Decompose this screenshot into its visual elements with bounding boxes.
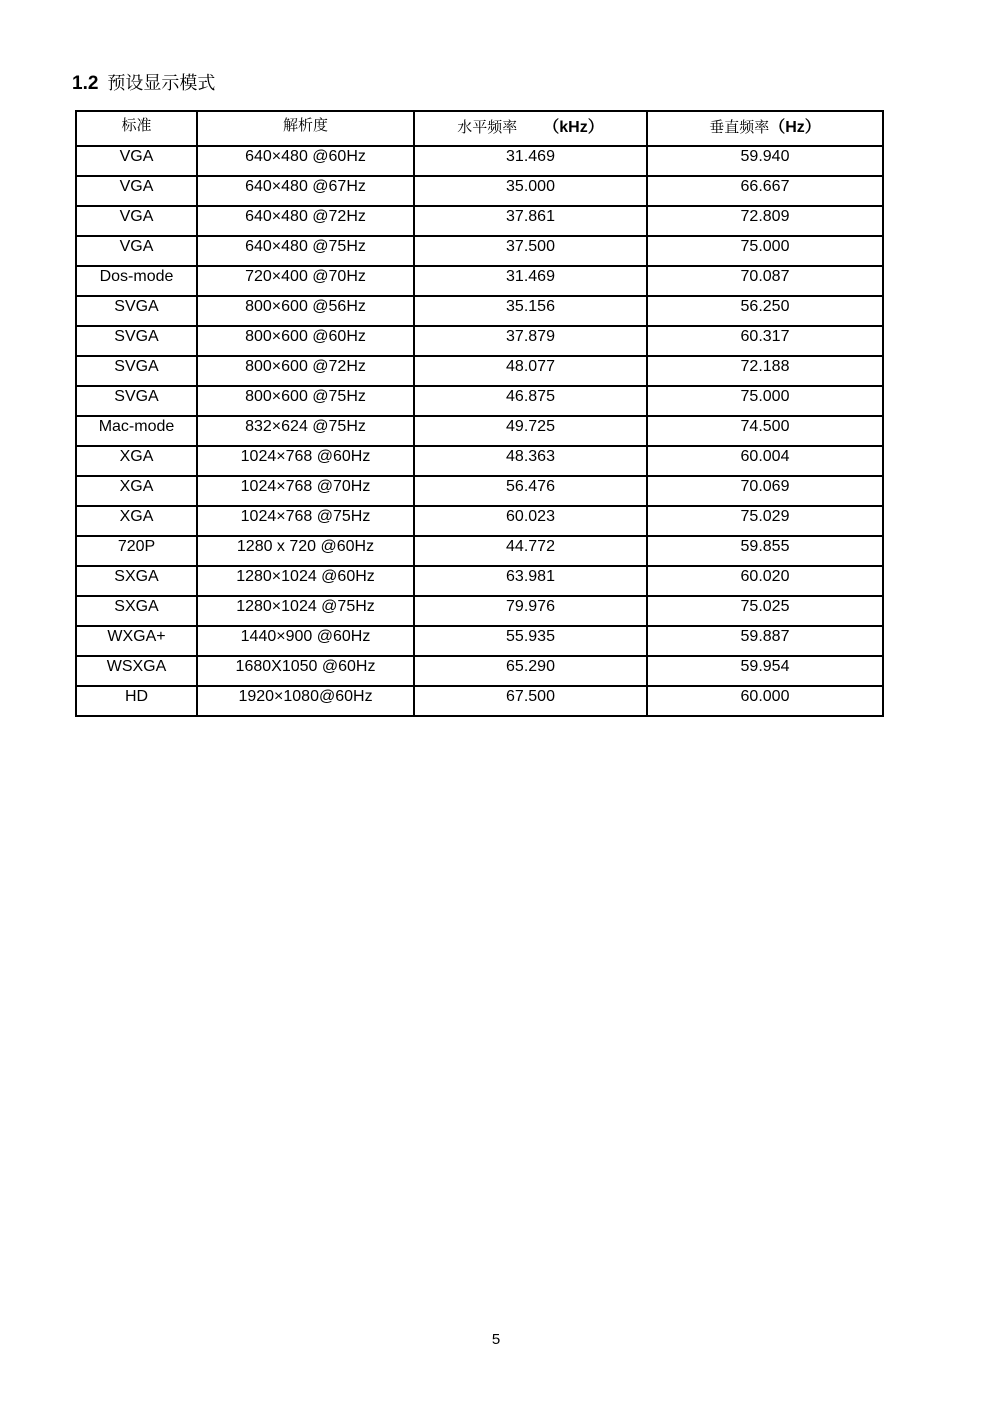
- cell-resolution: 1024×768 @70Hz: [197, 476, 414, 506]
- cell-vertical-frequency: 60.317: [647, 326, 883, 356]
- cell-vertical-frequency: 56.250: [647, 296, 883, 326]
- cell-resolution: 1280×1024 @60Hz: [197, 566, 414, 596]
- cell-standard: SVGA: [76, 356, 197, 386]
- cell-horizontal-frequency: 31.469: [414, 146, 647, 176]
- cell-standard: VGA: [76, 176, 197, 206]
- table-row: [76, 476, 883, 506]
- cell-resolution: 640×480 @72Hz: [197, 206, 414, 236]
- display-modes-table: [75, 110, 884, 717]
- table-row: [76, 566, 883, 596]
- cell-standard: VGA: [76, 236, 197, 266]
- table-row: [76, 656, 883, 686]
- table-row: [76, 686, 883, 716]
- table-row: [76, 176, 883, 206]
- cell-horizontal-frequency: 35.156: [414, 296, 647, 326]
- cell-standard: WXGA+: [76, 626, 197, 656]
- cell-standard: 720P: [76, 536, 197, 566]
- cell-vertical-frequency: 75.029: [647, 506, 883, 536]
- cell-horizontal-frequency: 55.935: [414, 626, 647, 656]
- cell-vertical-frequency: 59.855: [647, 536, 883, 566]
- cell-standard: SVGA: [76, 386, 197, 416]
- cell-resolution: 720×400 @70Hz: [197, 266, 414, 296]
- cell-horizontal-frequency: 37.879: [414, 326, 647, 356]
- table-row: [76, 386, 883, 416]
- cell-vertical-frequency: 59.940: [647, 146, 883, 176]
- cell-horizontal-frequency: 60.023: [414, 506, 647, 536]
- cell-vertical-frequency: 75.000: [647, 386, 883, 416]
- section-heading: [72, 72, 215, 96]
- table-row: [76, 446, 883, 476]
- table-row: [76, 206, 883, 236]
- table-row: [76, 356, 883, 386]
- header-vertical-frequency: [647, 111, 883, 146]
- cell-standard: XGA: [76, 506, 197, 536]
- cell-standard: HD: [76, 686, 197, 716]
- header-resolution: 解析度: [197, 111, 414, 146]
- cell-vertical-frequency: 59.887: [647, 626, 883, 656]
- cell-standard: Dos-mode: [76, 266, 197, 296]
- table-row: [76, 626, 883, 656]
- cell-standard: SVGA: [76, 296, 197, 326]
- table-row: [76, 146, 883, 176]
- cell-horizontal-frequency: 31.469: [414, 266, 647, 296]
- cell-resolution: 800×600 @75Hz: [197, 386, 414, 416]
- cell-vertical-frequency: 70.069: [647, 476, 883, 506]
- cell-resolution: 1024×768 @75Hz: [197, 506, 414, 536]
- cell-resolution: 640×480 @67Hz: [197, 176, 414, 206]
- cell-horizontal-frequency: 79.976: [414, 596, 647, 626]
- cell-horizontal-frequency: 65.290: [414, 656, 647, 686]
- cell-horizontal-frequency: 48.077: [414, 356, 647, 386]
- cell-horizontal-frequency: 35.000: [414, 176, 647, 206]
- cell-horizontal-frequency: 67.500: [414, 686, 647, 716]
- cell-vertical-frequency: 66.667: [647, 176, 883, 206]
- header-horizontal-frequency: [414, 111, 647, 146]
- cell-horizontal-frequency: 49.725: [414, 416, 647, 446]
- cell-vertical-frequency: 60.004: [647, 446, 883, 476]
- cell-vertical-frequency: 70.087: [647, 266, 883, 296]
- cell-resolution: 1440×900 @60Hz: [197, 626, 414, 656]
- cell-vertical-frequency: 75.000: [647, 236, 883, 266]
- cell-standard: VGA: [76, 146, 197, 176]
- cell-vertical-frequency: 74.500: [647, 416, 883, 446]
- cell-standard: SVGA: [76, 326, 197, 356]
- header-horizontal-frequency-label: 水平频率: [457, 118, 518, 136]
- table-row: [76, 236, 883, 266]
- header-horizontal-frequency-unit: （kHz）: [543, 119, 604, 136]
- table-body: [76, 146, 883, 716]
- table-header-row: [76, 111, 883, 146]
- cell-vertical-frequency: 72.188: [647, 356, 883, 386]
- cell-standard: VGA: [76, 206, 197, 236]
- cell-horizontal-frequency: 63.981: [414, 566, 647, 596]
- cell-horizontal-frequency: 46.875: [414, 386, 647, 416]
- cell-vertical-frequency: 59.954: [647, 656, 883, 686]
- cell-vertical-frequency: 60.000: [647, 686, 883, 716]
- table-row: [76, 536, 883, 566]
- cell-resolution: 1280×1024 @75Hz: [197, 596, 414, 626]
- cell-standard: WSXGA: [76, 656, 197, 686]
- cell-resolution: 800×600 @60Hz: [197, 326, 414, 356]
- cell-resolution: 1024×768 @60Hz: [197, 446, 414, 476]
- header-standard: 标准: [76, 111, 197, 146]
- table-row: [76, 266, 883, 296]
- cell-standard: SXGA: [76, 596, 197, 626]
- cell-resolution: 1680X1050 @60Hz: [197, 656, 414, 686]
- section-number: 1.2: [72, 73, 99, 94]
- table-row: [76, 596, 883, 626]
- table-row: [76, 506, 883, 536]
- cell-resolution: 640×480 @75Hz: [197, 236, 414, 266]
- cell-standard: Mac-mode: [76, 416, 197, 446]
- page-number: 5: [491, 1331, 501, 1348]
- cell-vertical-frequency: 75.025: [647, 596, 883, 626]
- cell-horizontal-frequency: 37.861: [414, 206, 647, 236]
- table-row: [76, 296, 883, 326]
- cell-vertical-frequency: 60.020: [647, 566, 883, 596]
- cell-vertical-frequency: 72.809: [647, 206, 883, 236]
- cell-horizontal-frequency: 44.772: [414, 536, 647, 566]
- cell-horizontal-frequency: 48.363: [414, 446, 647, 476]
- cell-resolution: 800×600 @72Hz: [197, 356, 414, 386]
- header-vertical-frequency-label: 垂直频率: [709, 118, 770, 136]
- cell-standard: XGA: [76, 446, 197, 476]
- cell-resolution: 800×600 @56Hz: [197, 296, 414, 326]
- table-row: [76, 416, 883, 446]
- cell-resolution: 1920×1080@60Hz: [197, 686, 414, 716]
- header-vertical-frequency-unit: （Hz）: [769, 119, 821, 136]
- cell-standard: SXGA: [76, 566, 197, 596]
- cell-resolution: 832×624 @75Hz: [197, 416, 414, 446]
- cell-standard: XGA: [76, 476, 197, 506]
- cell-horizontal-frequency: 37.500: [414, 236, 647, 266]
- table-row: [76, 326, 883, 356]
- section-title: 预设显示模式: [107, 73, 216, 94]
- cell-horizontal-frequency: 56.476: [414, 476, 647, 506]
- cell-resolution: 1280 x 720 @60Hz: [197, 536, 414, 566]
- cell-resolution: 640×480 @60Hz: [197, 146, 414, 176]
